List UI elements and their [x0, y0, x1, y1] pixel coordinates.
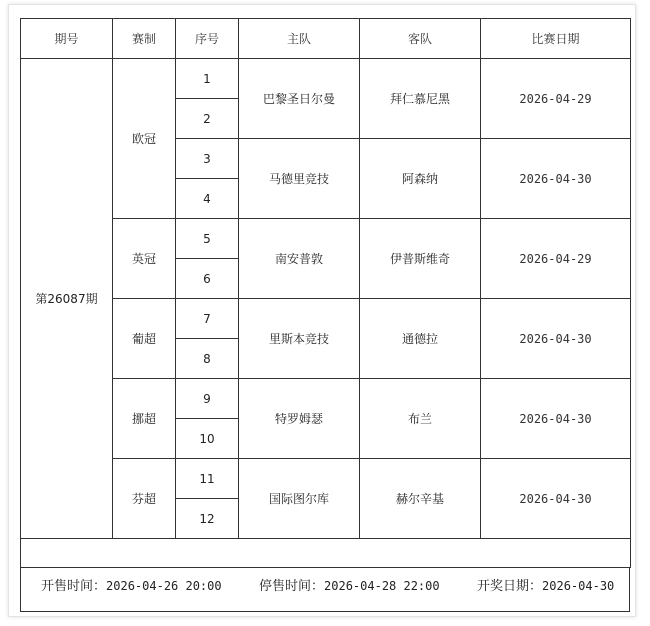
seq-cell: 6	[176, 259, 239, 299]
sale-start-label: 开售时间：	[41, 579, 107, 594]
lottery-schedule-table	[20, 18, 631, 568]
home-team-cell: 南安普敦	[239, 219, 360, 299]
seq-cell: 10	[176, 419, 239, 459]
league-cell: 挪超	[113, 379, 176, 459]
table-row	[21, 299, 631, 339]
sale-stop-info	[259, 575, 440, 594]
sale-stop-value: 2026-04-28 22:00	[324, 579, 440, 593]
table-row	[21, 219, 631, 259]
seq-cell: 8	[176, 339, 239, 379]
draw-date-value: 2026-04-30	[542, 579, 615, 593]
draw-date-label: 开奖日期：	[477, 579, 543, 594]
table-row	[21, 59, 631, 99]
home-team-cell: 特罗姆瑟	[239, 379, 360, 459]
home-team-cell: 国际图尔库	[239, 459, 360, 539]
header-league: 赛制	[113, 19, 176, 59]
match-date-cell: 2026-04-30	[481, 459, 631, 539]
header-issue: 期号	[21, 19, 113, 59]
home-team-cell: 巴黎圣日尔曼	[239, 59, 360, 139]
table-row	[21, 379, 631, 419]
header-away: 客队	[360, 19, 481, 59]
seq-cell: 5	[176, 219, 239, 259]
away-team-cell: 赫尔辛基	[360, 459, 481, 539]
away-team-cell: 阿森纳	[360, 139, 481, 219]
away-team-cell: 通德拉	[360, 299, 481, 379]
spacer-row	[21, 539, 631, 568]
draw-date-info	[477, 575, 614, 594]
sale-info-footer	[20, 567, 630, 612]
sale-start-value: 2026-04-26 20:00	[106, 579, 222, 593]
league-cell: 欧冠	[113, 59, 176, 219]
seq-cell: 11	[176, 459, 239, 499]
header-date: 比赛日期	[481, 19, 631, 59]
league-cell: 芬超	[113, 459, 176, 539]
home-team-cell: 里斯本竞技	[239, 299, 360, 379]
seq-cell: 12	[176, 499, 239, 539]
league-cell: 英冠	[113, 219, 176, 299]
seq-cell: 2	[176, 99, 239, 139]
away-team-cell: 拜仁慕尼黑	[360, 59, 481, 139]
sale-start-info	[41, 575, 222, 594]
home-team-cell: 马德里竞技	[239, 139, 360, 219]
away-team-cell: 布兰	[360, 379, 481, 459]
seq-cell: 9	[176, 379, 239, 419]
match-date-cell: 2026-04-30	[481, 299, 631, 379]
header-home: 主队	[239, 19, 360, 59]
table-row	[21, 459, 631, 499]
match-date-cell: 2026-04-30	[481, 139, 631, 219]
seq-cell: 4	[176, 179, 239, 219]
match-date-cell: 2026-04-29	[481, 59, 631, 139]
header-row	[21, 19, 631, 59]
sale-stop-label: 停售时间：	[259, 579, 325, 594]
header-seq: 序号	[176, 19, 239, 59]
away-team-cell: 伊普斯维奇	[360, 219, 481, 299]
seq-cell: 1	[176, 59, 239, 99]
seq-cell: 3	[176, 139, 239, 179]
match-date-cell: 2026-04-29	[481, 219, 631, 299]
league-cell: 葡超	[113, 299, 176, 379]
match-date-cell: 2026-04-30	[481, 379, 631, 459]
seq-cell: 7	[176, 299, 239, 339]
empty-cell	[21, 539, 631, 568]
issue-cell: 第26087期	[21, 59, 113, 539]
